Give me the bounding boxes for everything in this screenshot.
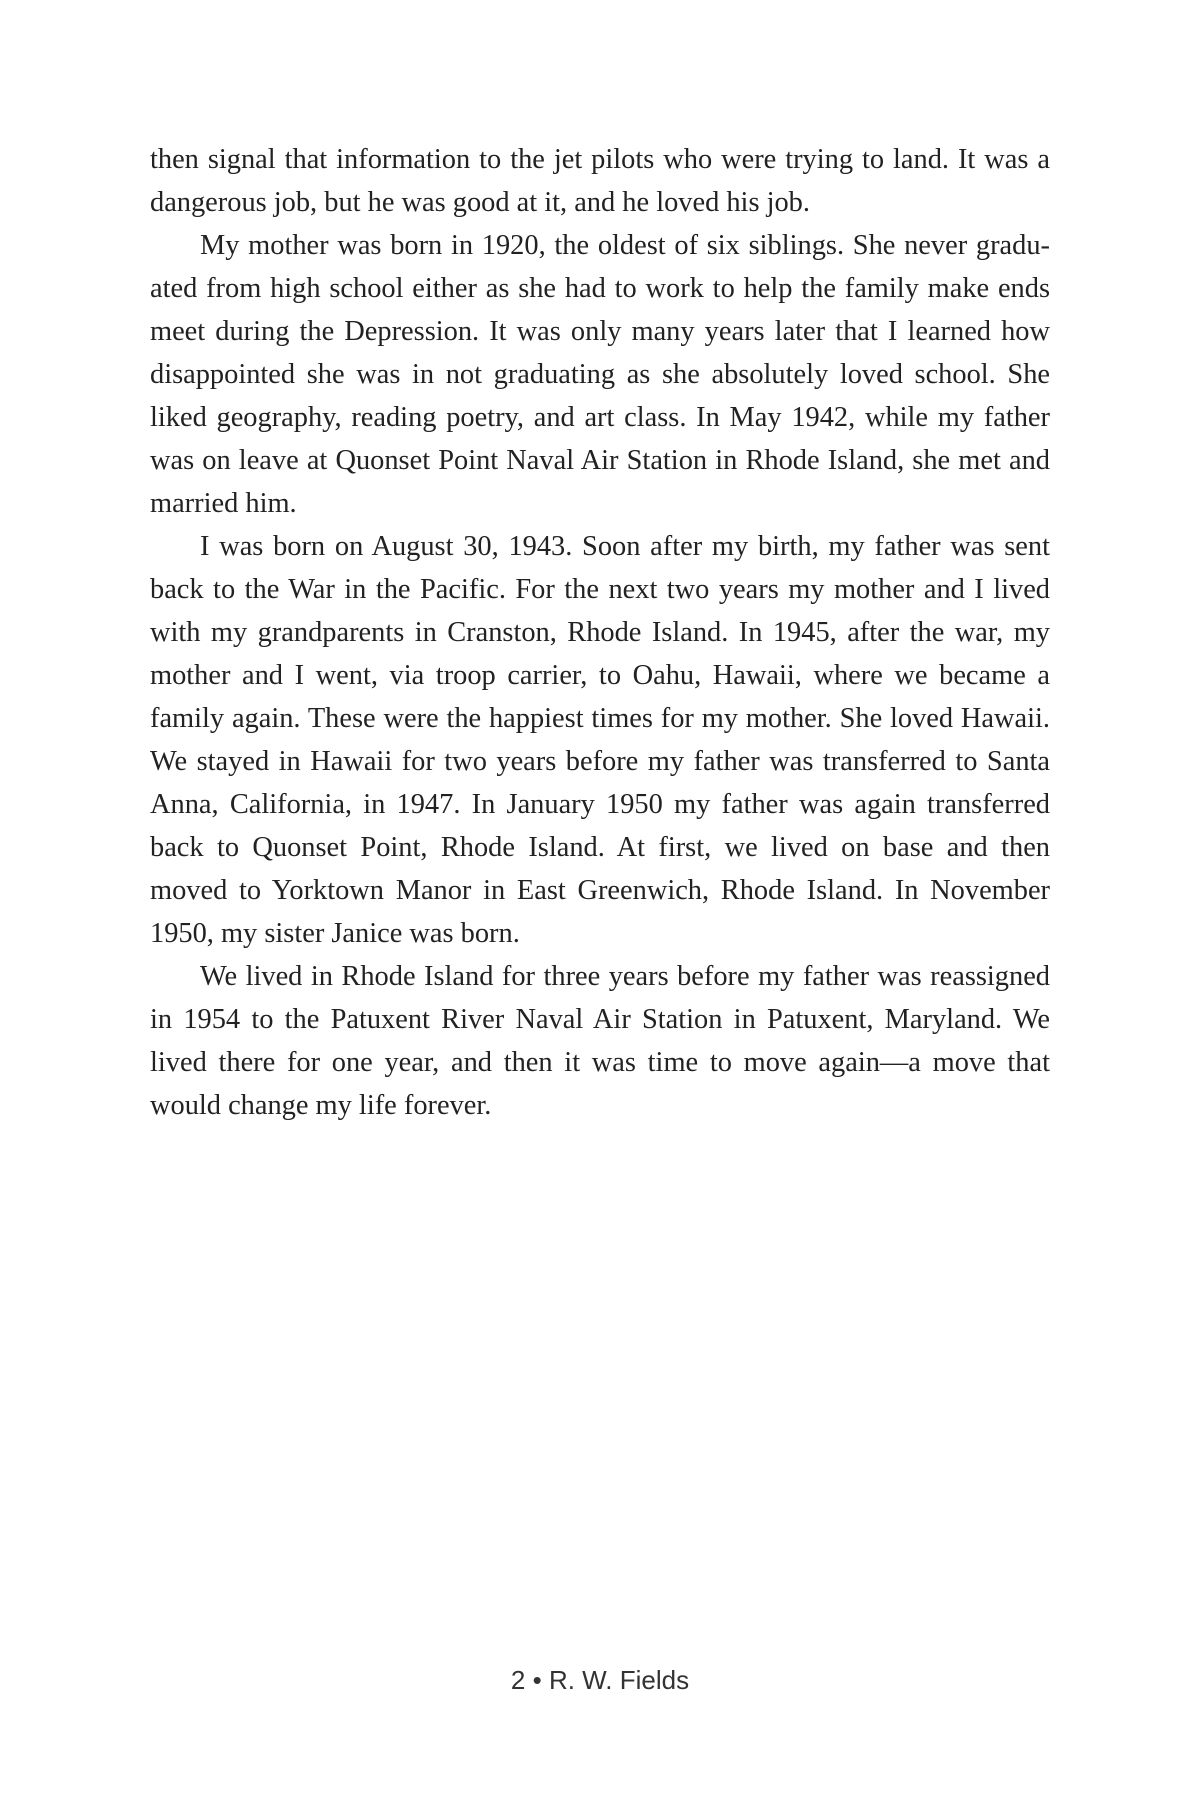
page-footer	[0, 1664, 1200, 1696]
paragraph-birth: I was born on August 30, 1943. Soon after my birth, my father was sent back to the War in the Pacific. For the next two years my mother and I lived with my grandparents in Cranston, Rhode Island. In 1945, after the war, my mother and I went, via troop carrier, to Oahu, Hawaii, where we became a family again. These were the happiest times for my mother. She loved Hawaii. We stayed in Hawaii for two years before my father was transferred to Santa Anna, California, in 1947. In January 1950 my father was again transferred back to Quonset Point, Rhode Island. At first, we lived on base and then moved to Yorktown Manor in East Greenwich, Rhode Island. In November 1950, my sister Janice was born.	[150, 531, 1050, 949]
paragraph-mother: My mother was born in 1920, the oldest of six siblings. She never graduated from high school either as she had to work to help the family make ends meet during the Depression. It was only many years later that I learned how disappointed she was in not graduating as she absolutely loved school. She liked geography, reading poetry, and art class. In May 1942, while my father was on leave at Quonset Point Naval Air Station in Rhode Island, she met and married him.	[150, 230, 1050, 519]
footer-separator: •	[532, 1665, 542, 1695]
page-number: 2	[510, 1665, 526, 1695]
paragraph-continued: then signal that information to the jet pilots who were trying to land. It was a dangerous job, but he was good at it, and he loved his job.	[150, 144, 1050, 218]
body-text	[150, 138, 1050, 1127]
author-name: R. W. Fields	[548, 1665, 690, 1695]
paragraph-move: We lived in Rhode Island for three years before my father was reassigned in 1954 to the Patuxent River Naval Air Station in Patuxent, Maryland. We lived there for one year, and then it was time to move again—a move that would change my life forever.	[150, 961, 1050, 1121]
